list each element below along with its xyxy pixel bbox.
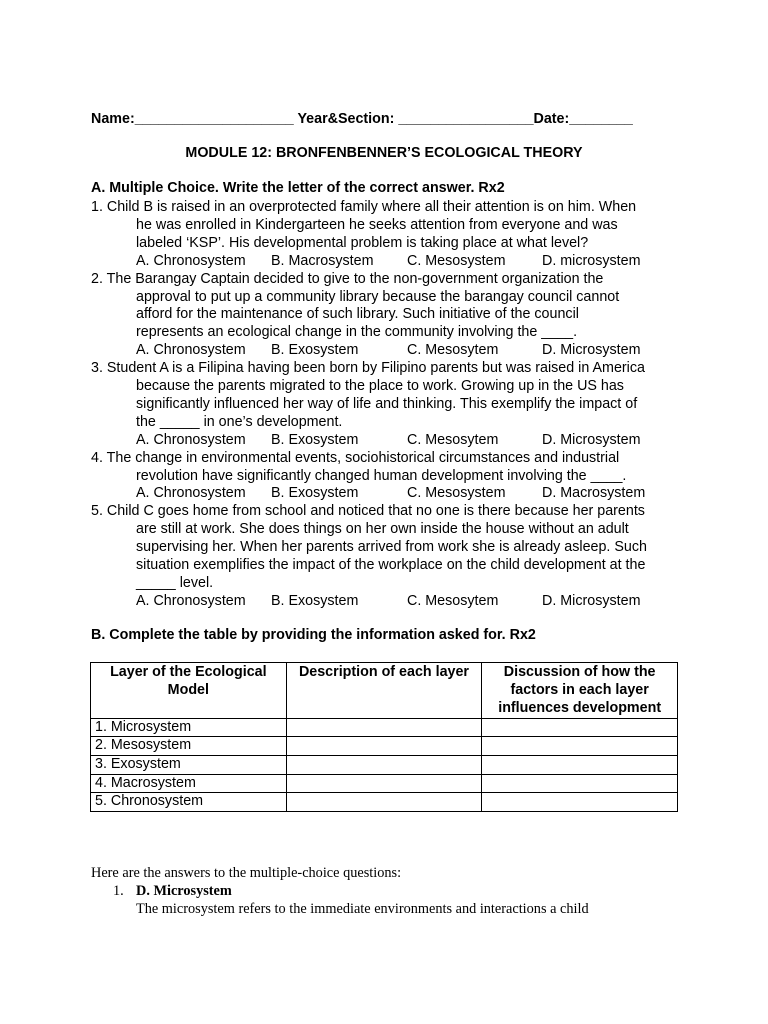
table-header-discussion: Discussion of how the factors in each layer influences development: [482, 663, 678, 719]
answer-choice-d: D. Microsystem: [542, 431, 641, 448]
question-line: 4. The change in environmental events, sociohistorical circumstances and industrial: [91, 449, 620, 466]
question-line: 1. Child B is raised in an overprotected family where all their attention is on him. When: [91, 199, 637, 215]
section-a-heading: A. Multiple Choice. Write the letter of the correct answer. Rx2: [91, 180, 505, 196]
answer-choice-b: B. Exosystem: [271, 592, 359, 609]
answer-choice-a: A. Chronosystem: [136, 592, 246, 609]
question-line: because the parents migrated to the place to work. Growing up in the US has: [136, 378, 624, 395]
discussion-cell[interactable]: [482, 718, 678, 737]
answer-choices: [91, 342, 691, 360]
question-line: 3. Student A is a Filipina having been born by Filipino parents but was raised in America: [91, 360, 645, 377]
question-list: [91, 199, 691, 611]
answer-choice-b: B. Exosystem: [271, 342, 359, 359]
table-header-description: Description of each layer: [286, 663, 482, 719]
answer-choice-b: B. Macrosystem: [271, 252, 374, 269]
answer-title: D. Microsystem: [136, 883, 232, 899]
question-line: supervising her. When her parents arrived from work she is already asleep. Such: [136, 539, 647, 556]
question-4: [91, 450, 691, 504]
answer-choice-c: C. Mesosytem: [407, 342, 499, 359]
answer-choice-a: A. Chronosystem: [136, 485, 246, 502]
answer-choice-d: D. Microsystem: [542, 342, 641, 359]
question-line: labeled ‘KSP’. His developmental problem is taking place at what level?: [136, 234, 589, 251]
question-2: [91, 271, 691, 361]
layer-name-cell: 4. Macrosystem: [91, 774, 287, 793]
answer-choices: [91, 432, 691, 450]
discussion-cell[interactable]: [482, 755, 678, 774]
description-cell[interactable]: [286, 774, 482, 793]
discussion-cell[interactable]: [482, 793, 678, 812]
student-info-line: Name:____________________ Year&Section: _________________Date:________: [91, 111, 633, 127]
question-line: he was enrolled in Kindergarteen he seeks attention from everyone and was: [136, 216, 618, 233]
layer-name-cell: 1. Microsystem: [91, 718, 287, 737]
discussion-cell[interactable]: [482, 737, 678, 756]
discussion-cell[interactable]: [482, 774, 678, 793]
question-line: situation exemplifies the impact of the workplace on the child development at the: [136, 557, 646, 574]
table-row: [91, 718, 678, 737]
answer-item: [91, 882, 711, 918]
question-line: represents an ecological change in the community involving the ____.: [136, 324, 578, 341]
question-5: [91, 503, 691, 610]
answer-choice-d: D. Macrosystem: [542, 485, 646, 502]
question-line: the _____ in one’s development.: [136, 413, 343, 430]
question-line: _____ level.: [136, 574, 214, 591]
section-b-heading: B. Complete the table by providing the information asked for. Rx2: [91, 627, 536, 643]
module-title: MODULE 12: BRONFENBENNER’S ECOLOGICAL THEORY: [185, 145, 583, 161]
answer-choice-c: C. Mesosytem: [407, 592, 499, 609]
table-row: [91, 737, 678, 756]
question-line: 2. The Barangay Captain decided to give to the non-government organization the: [91, 270, 604, 287]
answer-choices: [91, 485, 691, 503]
question-line: afford for the maintenance of such library. Such initiative of the council: [136, 306, 579, 323]
layer-name-cell: 2. Mesosystem: [91, 737, 287, 756]
answer-choice-d: D. Microsystem: [542, 592, 641, 609]
answer-choice-a: A. Chronosystem: [136, 342, 246, 359]
answers-intro: Here are the answers to the multiple-choice questions:: [91, 865, 402, 881]
answer-choice-b: B. Exosystem: [271, 485, 359, 502]
question-line: 5. Child C goes home from school and noticed that no one is there because her parents: [91, 503, 645, 520]
description-cell[interactable]: [286, 737, 482, 756]
answers-section: [91, 864, 711, 918]
description-cell[interactable]: [286, 793, 482, 812]
question-line: significantly influenced her way of life and thinking. This exemplify the impact of: [136, 395, 638, 412]
question-line: revolution have significantly changed human development involving the ____.: [136, 467, 627, 484]
answer-choices: [91, 253, 691, 271]
answer-number: 1.: [113, 883, 124, 899]
answer-choice-d: D. microsystem: [542, 252, 641, 269]
answer-choice-b: B. Exosystem: [271, 431, 359, 448]
answer-choice-c: C. Mesosystem: [407, 252, 506, 269]
layer-name-cell: 3. Exosystem: [91, 755, 287, 774]
answer-choice-a: A. Chronosystem: [136, 252, 246, 269]
description-cell[interactable]: [286, 718, 482, 737]
description-cell[interactable]: [286, 755, 482, 774]
question-line: approval to put up a community library because the barangay council cannot: [136, 288, 620, 305]
answer-choice-c: C. Mesosytem: [407, 431, 499, 448]
table-row: [91, 755, 678, 774]
table-row: [91, 793, 678, 812]
layer-name-cell: 5. Chronosystem: [91, 793, 287, 812]
question-3: [91, 360, 691, 450]
question-line: are still at work. She does things on her own inside the house without an adult: [136, 521, 629, 538]
table-row: [91, 774, 678, 793]
table-header-row: [91, 663, 678, 719]
answer-choices: [91, 593, 691, 611]
table-header-layer: Layer of the Ecological Model: [91, 663, 287, 719]
answer-explanation: The microsystem refers to the immediate environments and interactions a child: [136, 901, 589, 917]
answer-choice-a: A. Chronosystem: [136, 431, 246, 448]
ecological-layers-table: [90, 662, 678, 812]
table-body: [91, 718, 678, 811]
answer-choice-c: C. Mesosystem: [407, 485, 506, 502]
question-1: [91, 199, 691, 271]
